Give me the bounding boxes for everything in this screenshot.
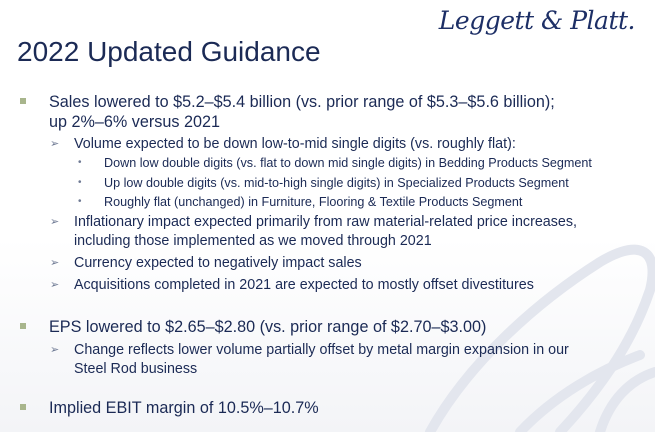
company-logo: Leggett & Platt.: [438, 6, 635, 35]
square-bullet-icon: [20, 323, 26, 329]
arrow-bullet-icon: ➢: [50, 257, 60, 269]
bullet-text: Sales lowered to $5.2–$5.4 billion (vs. prior range of $5.3–$5.6 billion); up 2%–6% versus 2021: [49, 93, 555, 131]
square-bullet-icon: [20, 404, 26, 410]
arrow-bullet-icon: ➢: [50, 138, 60, 150]
arrow-bullet-icon: ➢: [50, 216, 60, 228]
dot-bullet-icon: •: [78, 177, 82, 188]
square-bullet-icon: [20, 98, 26, 104]
dot-bullet-icon: •: [78, 157, 82, 168]
slide-title: 2022 Updated Guidance: [17, 36, 321, 67]
slide: Leggett & Platt. 2022 Updated Guidance Sales lowered to $5.2–$5.4 billion (vs. prior range of $5.3–$5.6 billion); up 2%–6% versus 2021 ➢ Volume expected to be down low-to-mid single digits (vs. roughly flat): • Down low double digits (vs. flat to down mid single digits) in Bedding Products Segment • Up low double digits (vs. mid-to-high single digits) in Specialized Products Segment • Roughly flat (unchanged) in Furniture, Flooring & Textile Products Segment ➢ Inflationary impact expected primarily from raw material-related price increases, including those implemented as we moved through 2021 ➢ Currency expected to negatively impact sales ➢ Acquisitions completed in 2021 are expected to mostly offset divestitures EPS lowered to $2.65–$2.80 (vs. prior range of $2.70–$3.00) ➢ Change reflects lower volume partially offset by metal margin expansion in our Steel Rod business Implied EBIT margin of 10.5%–10.7%: [0, 0, 655, 432]
arrow-bullet-icon: ➢: [50, 344, 60, 356]
dot-bullet-icon: •: [78, 196, 82, 207]
arrow-bullet-icon: ➢: [50, 279, 60, 291]
